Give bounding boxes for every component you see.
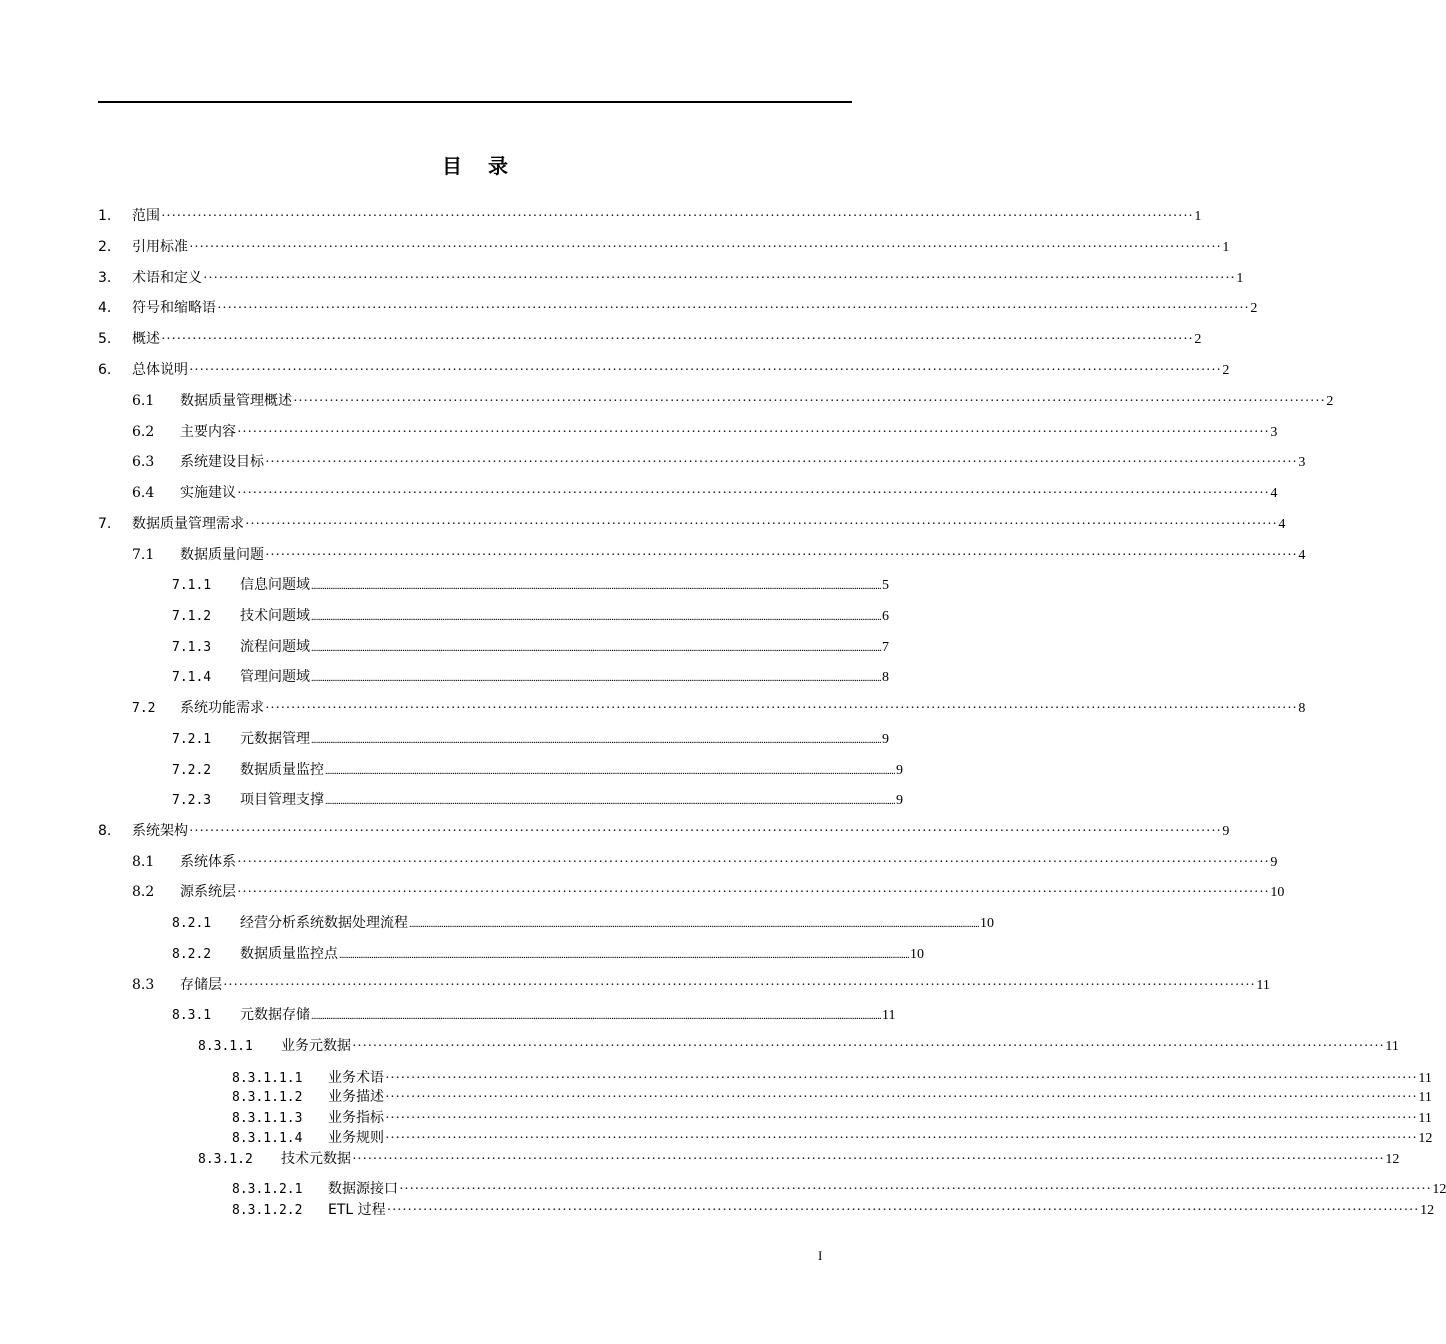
- toc-entry-page: 3: [1298, 455, 1306, 470]
- toc-entry[interactable]: [132, 852, 1278, 872]
- toc-entry-page: 2: [1222, 363, 1230, 378]
- toc-entry-number: 7.2.2: [172, 763, 212, 778]
- toc-leader-dots: ········································································································································································································: [265, 548, 1298, 563]
- toc-entry-title: 系统建设目标: [180, 454, 264, 470]
- toc-entry[interactable]: [172, 667, 890, 687]
- toc-entry-page: 9: [1222, 824, 1230, 839]
- toc-entry-page: 1: [1194, 209, 1202, 224]
- toc-entry-page: 11: [1418, 1071, 1432, 1086]
- toc-entry-title: 元数据管理: [240, 731, 310, 747]
- toc-entry-number: 6.: [98, 362, 112, 378]
- toc-entry-page: 4: [1270, 486, 1278, 501]
- toc-entry[interactable]: [98, 360, 1230, 380]
- toc-entry-title: 存储层: [180, 977, 222, 993]
- toc-entry-page: 11: [1418, 1090, 1432, 1105]
- toc-leader-dots: ········································································································································································································: [223, 978, 1256, 993]
- toc-entry[interactable]: [172, 729, 890, 749]
- toc-entry-title: 流程问题域: [240, 639, 310, 655]
- toc-title-char-2: 录: [488, 154, 508, 178]
- toc-entry-title: 数据质量监控点: [240, 946, 338, 962]
- toc-entry-number: 6.2: [132, 424, 155, 440]
- toc-entry-number: 8.2.2: [172, 947, 212, 962]
- toc-entry-title: 系统架构: [132, 823, 188, 839]
- toc-entry-title: 术语和定义: [132, 270, 202, 286]
- toc-entry-page: 12: [1385, 1152, 1400, 1167]
- toc-entry[interactable]: [98, 821, 1230, 841]
- toc-leader-dots: ········································································································································································································: [385, 1131, 1418, 1146]
- toc-entry-number: 6.4: [132, 485, 155, 501]
- toc-entry-title: 信息问题域: [240, 577, 310, 593]
- toc-entry-page: 11: [1256, 978, 1270, 993]
- toc-leader-dots: ········································································································································································································: [237, 486, 1270, 501]
- toc-entry-number: 8.3.1.1.4: [232, 1131, 303, 1146]
- toc-entry-title: 业务描述: [328, 1089, 384, 1105]
- toc-entry[interactable]: [132, 882, 1285, 902]
- toc-entry-title: 业务术语: [328, 1070, 384, 1086]
- toc-entry-page: 12: [1432, 1182, 1446, 1197]
- toc-entry-title: 管理问题域: [240, 669, 310, 685]
- toc-entry-page: 4: [1298, 548, 1306, 563]
- toc-leader-dots: ········································································································································································································: [265, 701, 1298, 716]
- toc-entry-number: 1.: [98, 208, 112, 224]
- toc-entry-number: 8.3.1.2: [198, 1152, 253, 1167]
- toc-entry[interactable]: [98, 514, 1286, 534]
- toc-entry-page: 3: [1270, 425, 1278, 440]
- toc-title-char-1: 目: [442, 154, 462, 178]
- toc-entry-title: 概述: [132, 331, 160, 347]
- toc-entry-number: 8.: [98, 823, 112, 839]
- toc-entry-title: 符号和缩略语: [132, 300, 216, 316]
- toc-entry-page: 2: [1250, 301, 1258, 316]
- toc-entry-page: 11: [1385, 1039, 1399, 1054]
- toc-entry-page: 11: [1418, 1111, 1432, 1126]
- toc-leader-dots: ········································································································································································································: [237, 425, 1270, 440]
- toc-entry[interactable]: [132, 483, 1278, 503]
- toc-leader-dots: ········································································································································································································: [265, 455, 1298, 470]
- toc-leader-dots: ............................................................................................................................................................................................................................................................................................................: [311, 612, 882, 623]
- toc-entry-number: 8.3.1.2.2: [232, 1203, 303, 1218]
- toc-entry-number: 6.1: [132, 393, 155, 409]
- toc-leader-dots: ............................................................................................................................................................................................................................................................................................................: [409, 919, 980, 930]
- toc-leader-dots: ............................................................................................................................................................................................................................................................................................................: [311, 581, 882, 592]
- toc-entry-title: ETL 过程: [328, 1202, 386, 1218]
- toc-entry[interactable]: [172, 760, 904, 780]
- toc-leader-dots: ········································································································································································································: [237, 885, 1270, 900]
- toc-entry-page: 6: [882, 609, 890, 624]
- toc-leader-dots: ········································································································································································································: [161, 209, 1194, 224]
- toc-entry-title: 数据质量问题: [180, 547, 264, 563]
- toc-entry-page: 2: [1326, 394, 1334, 409]
- toc-entry-page: 9: [882, 732, 890, 747]
- toc-leader-dots: ............................................................................................................................................................................................................................................................................................................: [311, 643, 882, 654]
- toc-entry-title: 系统功能需求: [180, 700, 264, 716]
- toc-entry-title: 数据质量管理需求: [132, 516, 244, 532]
- toc-leader-dots: ............................................................................................................................................................................................................................................................................................................: [311, 673, 882, 684]
- toc-leader-dots: ········································································································································································································: [399, 1182, 1432, 1197]
- toc-leader-dots: ········································································································································································································: [217, 301, 1250, 316]
- toc-leader-dots: ............................................................................................................................................................................................................................................................................................................: [311, 735, 882, 746]
- toc-entry[interactable]: [172, 913, 995, 933]
- toc-entry[interactable]: [232, 1128, 1433, 1148]
- toc-leader-dots: ········································································································································································································: [352, 1039, 1385, 1054]
- toc-entry-title: 数据源接口: [328, 1181, 398, 1197]
- toc-entry-page: 12: [1420, 1203, 1435, 1218]
- toc-leader-dots: ............................................................................................................................................................................................................................................................................................................: [311, 1011, 882, 1022]
- toc-entry-page: 4: [1278, 517, 1286, 532]
- toc-entry-number: 7.: [98, 516, 112, 532]
- toc-entry-title: 业务规则: [328, 1130, 384, 1146]
- toc-leader-dots: ········································································································································································································: [161, 332, 1194, 347]
- toc-entry-title: 系统体系: [180, 854, 236, 870]
- toc-title: [0, 150, 950, 179]
- toc-entry-title: 业务元数据: [281, 1038, 351, 1054]
- toc-entry[interactable]: [132, 391, 1334, 411]
- toc-leader-dots: ········································································································································································································: [189, 240, 1222, 255]
- toc-entry-number: 5.: [98, 331, 112, 347]
- toc-entry-page: 9: [896, 763, 904, 778]
- toc-entry-page: 1: [1236, 271, 1244, 286]
- toc-entry[interactable]: [172, 790, 904, 810]
- toc-entry[interactable]: [232, 1108, 1432, 1128]
- toc-entry[interactable]: [172, 575, 890, 595]
- toc-leader-dots: ········································································································································································································: [189, 824, 1222, 839]
- toc-entry-number: 3.: [98, 270, 112, 286]
- toc-entry-page: 8: [1298, 701, 1306, 716]
- toc-leader-dots: ............................................................................................................................................................................................................................................................................................................: [339, 950, 910, 961]
- toc-entry-number: 7.2.3: [172, 793, 212, 808]
- toc-entry[interactable]: [98, 329, 1202, 349]
- toc-entry-title: 总体说明: [132, 362, 188, 378]
- toc-leader-dots: ········································································································································································································: [352, 1152, 1385, 1167]
- toc-entry-number: 8.3.1.2.1: [232, 1182, 303, 1197]
- toc-entry[interactable]: [198, 1149, 1400, 1169]
- toc-entry[interactable]: [232, 1087, 1432, 1107]
- toc-entry-number: 7.2: [132, 701, 156, 716]
- toc-entry-title: 范围: [132, 208, 160, 224]
- toc-entry-page: 9: [896, 793, 904, 808]
- toc-entry-page: 7: [882, 640, 890, 655]
- toc-entry-number: 8.3.1: [172, 1008, 212, 1023]
- toc-entry[interactable]: [98, 298, 1258, 318]
- page-number: I: [818, 1248, 823, 1263]
- toc-entry[interactable]: [132, 452, 1306, 472]
- toc-entry[interactable]: [198, 1036, 1399, 1056]
- toc-entry-page: 1: [1222, 240, 1230, 255]
- toc-leader-dots: ········································································································································································································: [293, 394, 1326, 409]
- toc-entry-page: 12: [1418, 1131, 1433, 1146]
- toc-entry[interactable]: [132, 975, 1270, 995]
- toc-entry-number: 8.3.1.1.2: [232, 1090, 303, 1105]
- toc-entry-title: 项目管理支撑: [240, 792, 324, 808]
- toc-leader-dots: ········································································································································································································: [385, 1071, 1418, 1086]
- toc-entry-number: 8.3.1.1.1: [232, 1071, 303, 1086]
- toc-entry[interactable]: [98, 206, 1202, 226]
- toc-leader-dots: ········································································································································································································: [385, 1111, 1418, 1126]
- toc-entry[interactable]: [132, 545, 1306, 565]
- toc-leader-dots: ········································································································································································································: [245, 517, 1278, 532]
- toc-entry-title: 经营分析系统数据处理流程: [240, 915, 408, 931]
- toc-entry-page: 2: [1194, 332, 1202, 347]
- toc-entry-number: 4.: [98, 300, 112, 316]
- toc-leader-dots: ········································································································································································································: [189, 363, 1222, 378]
- toc-entry[interactable]: [232, 1179, 1446, 1199]
- header-rule: [98, 101, 852, 103]
- toc-leader-dots: ········································································································································································································: [386, 1203, 1420, 1218]
- toc-entry-number: 8.3.1.1: [198, 1039, 253, 1054]
- toc-entry-title: 实施建议: [180, 485, 236, 501]
- toc-entry[interactable]: [172, 1005, 896, 1025]
- toc-entry[interactable]: [132, 698, 1306, 718]
- toc-entry-title: 主要内容: [180, 424, 236, 440]
- toc-entry-number: 8.1: [132, 854, 155, 870]
- toc-entry-number: 7.1: [132, 547, 155, 563]
- toc-entry-number: 7.2.1: [172, 732, 212, 747]
- toc-entry-title: 元数据存储: [240, 1007, 310, 1023]
- toc-entry-number: 2.: [98, 239, 112, 255]
- toc-entry-number: 7.1.2: [172, 609, 212, 624]
- toc-entry-number: 6.3: [132, 454, 155, 470]
- toc-entry-title: 业务指标: [328, 1110, 384, 1126]
- toc-entry-number: 8.3.1.1.3: [232, 1111, 303, 1126]
- toc-entry-number: 8.2: [132, 884, 155, 900]
- toc-leader-dots: ········································································································································································································: [203, 271, 1236, 286]
- toc-entry-number: 7.1.4: [172, 670, 212, 685]
- toc-entry-title: 源系统层: [180, 884, 236, 900]
- toc-entry[interactable]: [172, 637, 890, 657]
- toc-entry[interactable]: [132, 422, 1278, 442]
- toc-entry-page: 10: [1270, 885, 1285, 900]
- toc-entry-title: 技术问题域: [240, 608, 310, 624]
- toc-entry-number: 7.1.3: [172, 640, 212, 655]
- toc-entry-number: 8.2.1: [172, 916, 212, 931]
- toc-entry[interactable]: [98, 237, 1230, 257]
- toc-entry-page: 10: [980, 916, 995, 931]
- toc-leader-dots: ········································································································································································································: [385, 1090, 1418, 1105]
- toc-entry-number: 7.1.1: [172, 578, 212, 593]
- toc-entry-title: 技术元数据: [281, 1151, 351, 1167]
- toc-entry[interactable]: [98, 268, 1244, 288]
- toc-entry[interactable]: [232, 1200, 1435, 1220]
- toc-entry[interactable]: [172, 944, 925, 964]
- toc-entry-page: 9: [1270, 855, 1278, 870]
- toc-entry-page: 8: [882, 670, 890, 685]
- toc-entry-title: 数据质量监控: [240, 762, 324, 778]
- toc-leader-dots: ............................................................................................................................................................................................................................................................................................................: [325, 796, 896, 807]
- toc-leader-dots: ········································································································································································································: [237, 855, 1270, 870]
- toc-entry-title: 数据质量管理概述: [180, 393, 292, 409]
- toc-entry-number: 8.3: [132, 977, 155, 993]
- toc-entry-page: 11: [882, 1008, 896, 1023]
- toc-entry[interactable]: [232, 1068, 1432, 1088]
- toc-entry-page: 10: [910, 947, 925, 962]
- toc-entry-title: 引用标准: [132, 239, 188, 255]
- toc-leader-dots: ............................................................................................................................................................................................................................................................................................................: [325, 766, 896, 777]
- toc-entry[interactable]: [172, 606, 890, 626]
- toc-entry-page: 5: [882, 578, 890, 593]
